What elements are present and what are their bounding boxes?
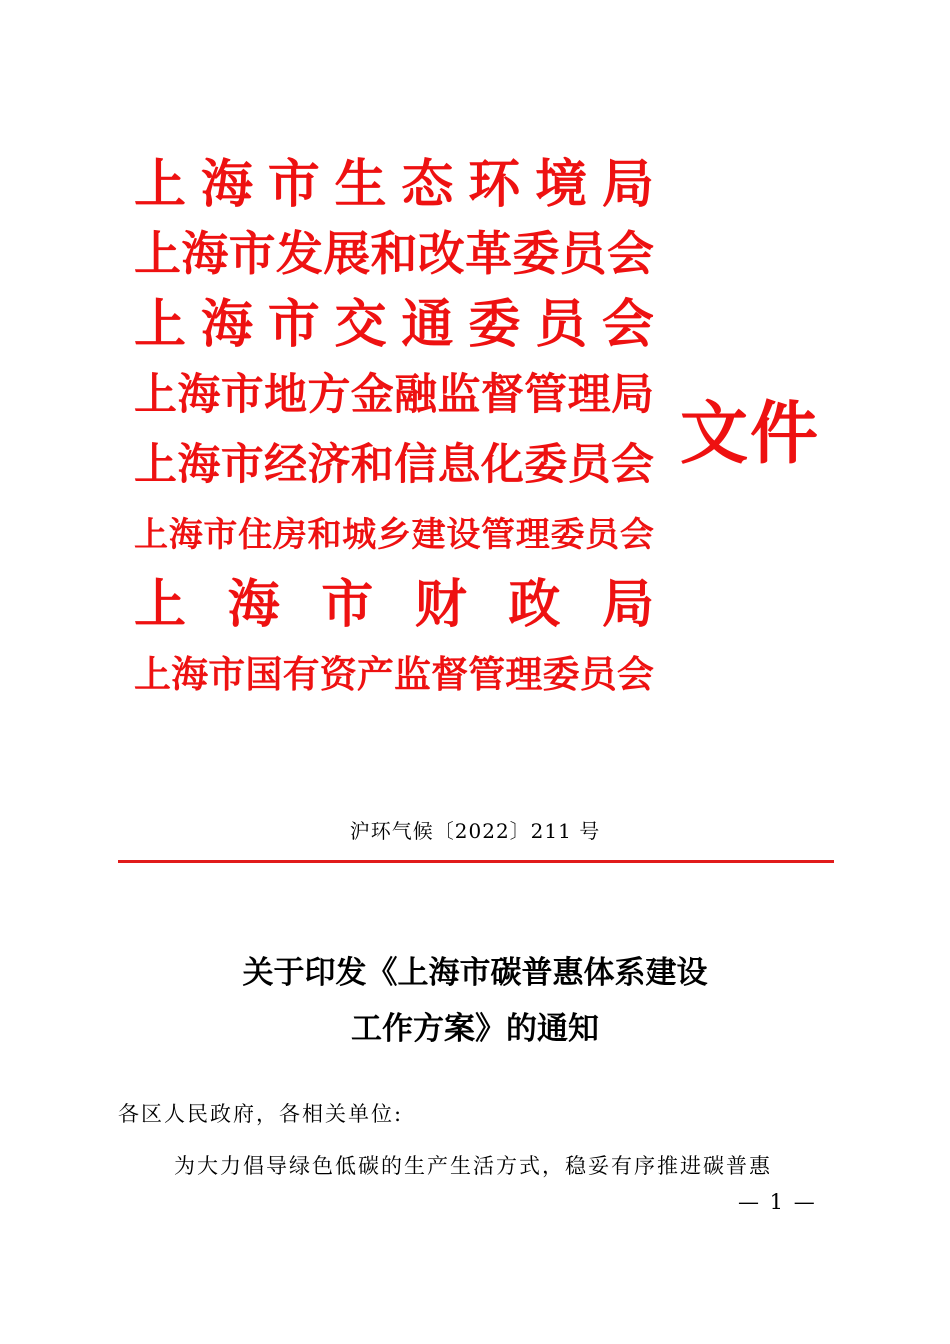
issuing-agencies (134, 150, 654, 710)
red-divider-line (118, 860, 834, 863)
salutation: 各区人民政府，各相关单位: (118, 1102, 404, 1126)
issuer-line: 上 海 市 财 政 局 (134, 575, 654, 635)
issuer-line: 上 海 市 发 展 和 改 革 委 员 会 (134, 227, 654, 282)
issuer-line: 上 海 市 交 通 委 员 会 (134, 295, 654, 355)
issuer-line: 上 海 市 住 房 和 城 乡 建 设 管 理 委 员 会 (134, 515, 654, 555)
issuer-line: 上 海 市 生 态 环 境 局 (134, 155, 654, 215)
issuer-line: 上 海 市 地 方 金 融 监 督 管 理 局 (134, 370, 654, 420)
notice-title (0, 945, 950, 1057)
page-number: — 1 — (738, 1190, 817, 1214)
document-label: 文件 (680, 395, 821, 474)
notice-title-line-1: 关于印发《上海市碳普惠体系建设 (242, 955, 708, 991)
body-paragraph: 为大力倡导绿色低碳的生产生活方式，稳妥有序推进碳普惠 (174, 1154, 772, 1178)
issuer-line: 上 海 市 经 济 和 信 息 化 委 员 会 (134, 440, 654, 490)
notice-title-line-2: 工作方案》的通知 (351, 1011, 599, 1047)
issuer-line: 上 海 市 国 有 资 产 监 督 管 理 委 员 会 (134, 653, 654, 696)
document-number: 沪环气候〔2022〕211 号 (349, 819, 601, 843)
